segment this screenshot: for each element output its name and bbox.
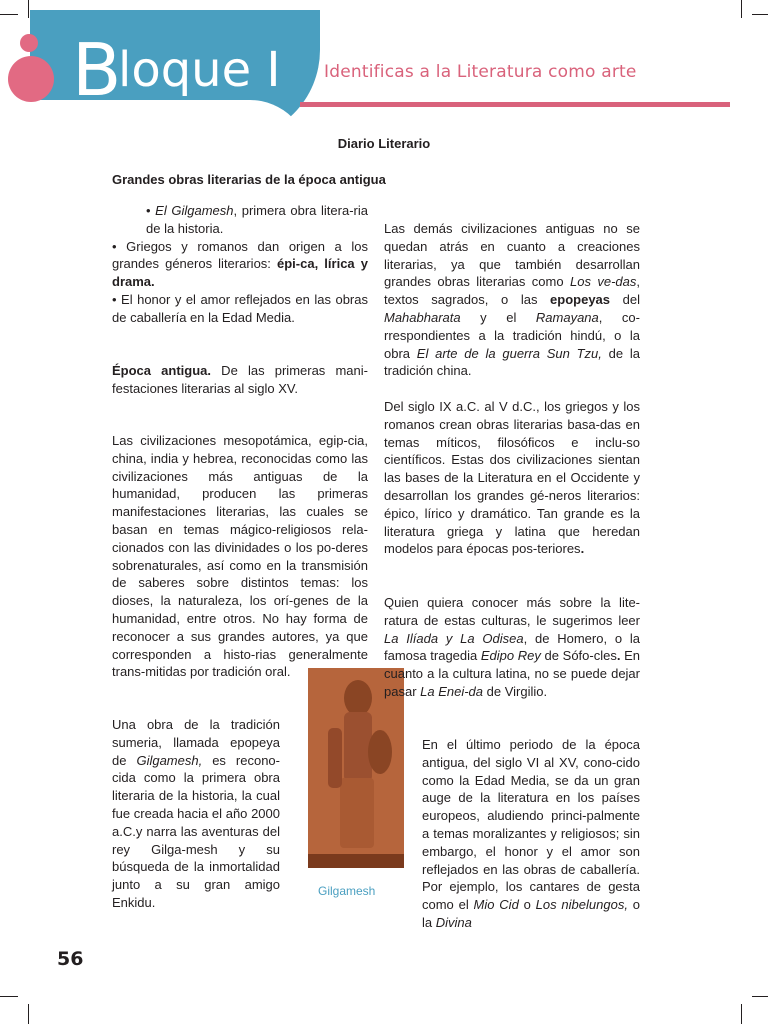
paragraph: Las demás civilizaciones antiguas no se quedan atrás en cuanto a creaciones literarias, ya que también desarrollan grandes obras literarias como Los ve-das, textos sagrados, o las epopeyas del Mahabharata y el Ramayana, co-rrespondientes a la tradición hindú, o la obra El arte de la guerra Sun Tzu, de la tradición china.	[384, 221, 641, 379]
crop-mark	[0, 996, 18, 997]
bloque-initial: B	[72, 28, 122, 112]
chapter-subtitle: Identificas a la Literatura como arte	[324, 62, 637, 82]
paragraph	[112, 362, 368, 398]
section-heading: Diario Literario	[337, 136, 431, 151]
bullet-text: , primera obra litera-ria de la historia.	[146, 203, 368, 236]
para-text: De las primeras mani-festaciones literarias al siglo XV.	[112, 363, 368, 396]
bullet-item: • El Gilgamesh, primera obra litera-ria de la historia.	[146, 203, 368, 236]
crop-mark	[741, 1004, 742, 1024]
para-italic: Gilgamesh,	[136, 752, 203, 768]
para-text: Una obra de la tradición sumeria, llamada epopeya de	[112, 717, 280, 768]
para-bold: Época antigua.	[112, 363, 212, 378]
bullet-text: • Griegos y romanos dan origen a los grandes géneros literarios:	[112, 238, 368, 272]
subheading: Grandes obras literarias de la época antigua	[112, 172, 386, 187]
paragraph	[112, 716, 280, 912]
bloque-title: loque I	[118, 42, 281, 98]
crop-mark	[28, 1004, 29, 1024]
bullet-item: • El honor y el amor reflejados en las obras de caballería en la Edad Media.	[112, 291, 368, 325]
bullet-item	[112, 238, 368, 291]
bullet-list	[112, 202, 368, 327]
paragraph: En el último periodo de la época antigua, del siglo VI al XV, cono-cido como la Edad Media, se da un gran auge de la literatura en los países europeos, aludiendo princi-palmente a temas moralizantes y religiosos; sin embargo, el honor y el amor son reflejados en las obras de caballería. Por ejemplo, los cantares de gesta como el Mio Cid o Los nibelungos, o la Divina	[422, 737, 640, 930]
paragraph: Las civilizaciones mesopotámica, egip-cia, china, india y hebrea, reconocidas como las civilizaciones más antiguas de la humanidad, producen las primeras manifestaciones literarias, las cuales se basan en temas mágico-religiosos rela-cionados con las divinidades o los po-deres sobrenaturales, así como en la transmisión de saberes sobre distintos temas: los dioses, la naturaleza, los orí-genes de la humanidad, entre otros. No hay forma de reconocer a sus grandes autores, ya que corresponden a histo-rias generalmente trans-mitidas por tradición oral.	[112, 433, 368, 680]
decorative-dot	[20, 34, 38, 52]
para-text: es recono-cida como la primera obra literaria de la historia, la cual fue creada hacia el año 2000 a.C.y narra las aventuras del rey Gilga-mesh y su búsqueda de la inmortalidad junto a su gran amigo Enkidu.	[112, 752, 280, 910]
crop-mark	[752, 14, 768, 15]
decorative-dot	[8, 56, 54, 102]
crop-mark	[752, 996, 768, 997]
crop-mark	[28, 0, 29, 18]
bullet-bold: épi-ca, lírica y drama.	[112, 256, 368, 290]
header-rule	[300, 102, 730, 107]
paragraph: Quien quiera conocer más sobre la lite-ratura de estas culturas, le sugerimos leer La Ilíada y La Odisea, de Homero, o la famosa tragedia Edipo Rey de Sófo-cles. En cuanto a la cultura latina, no se puede dejar pasar La Enei-da de Virgilio.	[384, 595, 641, 699]
page-number: 56	[57, 948, 84, 970]
paragraph: Del siglo IX a.C. al V d.C., los griegos y los romanos crean obras literarias basa-das en temas míticos, filosóficos e inclu-so científicos. Estas dos civilizaciones sientan las bases de la Literatura en el Occidente y desarrollan los grandes gé-neros literarios: épico, lírico y dramático. Tan grande es la literatura griega y latina que heredan modelos para épocas pos-teriores.	[384, 399, 640, 557]
crop-mark	[0, 14, 18, 15]
bullet-italic: El Gilgamesh	[155, 203, 234, 218]
figure-caption: Gilgamesh	[318, 884, 376, 898]
crop-mark	[741, 0, 742, 18]
